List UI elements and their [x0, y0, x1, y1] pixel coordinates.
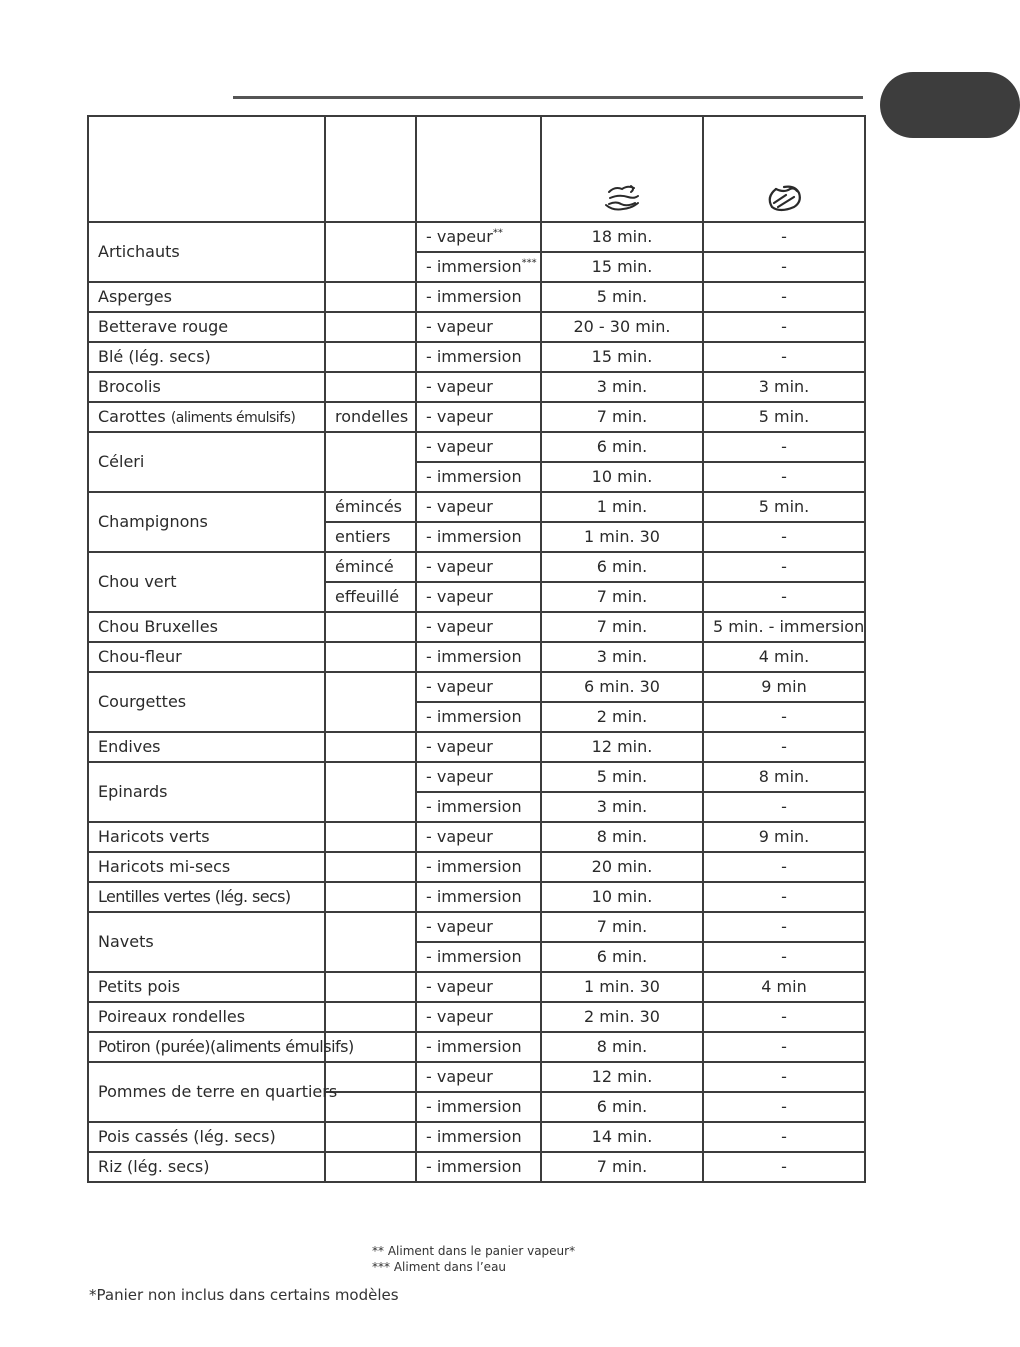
frozen-time-cell: - — [703, 1002, 865, 1032]
fresh-time-cell: 8 min. — [541, 822, 703, 852]
frozen-time-cell: - — [703, 1032, 865, 1062]
frozen-time-cell: - — [703, 1062, 865, 1092]
fresh-time-cell: 5 min. — [541, 282, 703, 312]
method-cell: - immersion — [416, 1152, 541, 1182]
method-cell: - vapeur — [416, 582, 541, 612]
cut-cell — [325, 222, 416, 282]
table-row — [88, 612, 865, 642]
table-row — [88, 402, 865, 432]
method-cell: - vapeur — [416, 672, 541, 702]
method-cell: - vapeur — [416, 1062, 541, 1092]
fresh-time-cell: 8 min. — [541, 1032, 703, 1062]
frozen-time-cell: - — [703, 1122, 865, 1152]
frozen-time-cell: - — [703, 942, 865, 972]
method-cell: - vapeur — [416, 762, 541, 792]
frozen-time-cell: 5 min. — [703, 492, 865, 522]
cooking-times-table — [87, 115, 866, 1183]
cut-cell — [325, 1002, 416, 1032]
table-row — [88, 822, 865, 852]
table-row — [88, 282, 865, 312]
table-row — [88, 1032, 865, 1062]
method-cell: - immersion — [416, 792, 541, 822]
method-cell: - immersion — [416, 1092, 541, 1122]
fresh-time-cell: 10 min. — [541, 462, 703, 492]
fresh-time-cell: 20 - 30 min. — [541, 312, 703, 342]
frozen-time-cell: - — [703, 552, 865, 582]
method-cell: - immersion — [416, 852, 541, 882]
frozen-time-cell: - — [703, 432, 865, 462]
table-row — [88, 1122, 865, 1152]
fresh-time-cell: 7 min. — [541, 612, 703, 642]
frozen-time-cell: 5 min. — [703, 402, 865, 432]
table-row — [88, 672, 865, 702]
method-cell: - immersion — [416, 942, 541, 972]
header-rule — [233, 96, 863, 99]
table-footnotes — [372, 1243, 575, 1275]
food-cell: Navets — [88, 912, 325, 972]
food-cell: Lentilles vertes (lég. secs) — [88, 882, 325, 912]
method-cell: - vapeur — [416, 972, 541, 1002]
cut-cell — [325, 1152, 416, 1182]
method-cell: - immersion — [416, 1032, 541, 1062]
food-cell: Brocolis — [88, 372, 325, 402]
frozen-time-cell: - — [703, 1152, 865, 1182]
cut-cell — [325, 312, 416, 342]
food-cell: Blé (lég. secs) — [88, 342, 325, 372]
header-cell-food — [88, 116, 325, 222]
fresh-time-cell: 1 min. 30 — [541, 522, 703, 552]
fresh-time-cell: 12 min. — [541, 732, 703, 762]
frozen-time-cell: 9 min. — [703, 822, 865, 852]
cut-cell — [325, 732, 416, 762]
fresh-time-cell: 6 min. — [541, 1092, 703, 1122]
cut-cell — [325, 822, 416, 852]
method-cell: - immersion*** — [416, 252, 541, 282]
food-cell: Pois cassés (lég. secs) — [88, 1122, 325, 1152]
food-cell: Asperges — [88, 282, 325, 312]
cut-cell: entiers — [325, 522, 416, 552]
table-row — [88, 492, 865, 522]
fresh-time-cell: 2 min. 30 — [541, 1002, 703, 1032]
table-row — [88, 432, 865, 462]
food-cell: Haricots mi-secs — [88, 852, 325, 882]
fresh-time-cell: 6 min. — [541, 942, 703, 972]
frozen-time-cell: - — [703, 792, 865, 822]
cut-cell — [325, 672, 416, 732]
food-cell: Potiron (purée)(aliments émulsifs) — [88, 1032, 325, 1062]
table-row — [88, 732, 865, 762]
table-row — [88, 912, 865, 942]
header-cell-method — [416, 116, 541, 222]
food-cell: Riz (lég. secs) — [88, 1152, 325, 1182]
cut-cell: émincés — [325, 492, 416, 522]
method-cell: - vapeur — [416, 912, 541, 942]
fresh-time-cell: 15 min. — [541, 252, 703, 282]
fresh-time-cell: 14 min. — [541, 1122, 703, 1152]
food-cell: Petits pois — [88, 972, 325, 1002]
method-cell: - vapeur — [416, 372, 541, 402]
cut-cell — [325, 1062, 416, 1092]
method-cell: - immersion — [416, 462, 541, 492]
table-row — [88, 222, 865, 252]
method-cell: - immersion — [416, 642, 541, 672]
method-cell: - vapeur — [416, 312, 541, 342]
fresh-time-cell: 10 min. — [541, 882, 703, 912]
header-cell-fresh — [541, 116, 703, 222]
cut-cell — [325, 282, 416, 312]
frozen-vegetables-icon — [764, 183, 804, 213]
fresh-time-cell: 6 min. 30 — [541, 672, 703, 702]
fresh-time-cell: 1 min. 30 — [541, 972, 703, 1002]
fresh-time-cell: 20 min. — [541, 852, 703, 882]
frozen-time-cell: - — [703, 852, 865, 882]
table-row — [88, 372, 865, 402]
frozen-time-cell: - — [703, 282, 865, 312]
cut-cell — [325, 762, 416, 822]
frozen-time-cell: - — [703, 702, 865, 732]
frozen-time-cell: - — [703, 582, 865, 612]
method-cell: - vapeur — [416, 432, 541, 462]
food-cell: Betterave rouge — [88, 312, 325, 342]
cut-cell — [325, 612, 416, 642]
food-cell: Chou Bruxelles — [88, 612, 325, 642]
table-row — [88, 1002, 865, 1032]
fresh-time-cell: 12 min. — [541, 1062, 703, 1092]
frozen-time-cell: - — [703, 252, 865, 282]
fresh-time-cell: 3 min. — [541, 642, 703, 672]
fresh-time-cell: 6 min. — [541, 552, 703, 582]
fresh-time-cell: 7 min. — [541, 582, 703, 612]
fresh-time-cell: 6 min. — [541, 432, 703, 462]
frozen-time-cell: - — [703, 522, 865, 552]
page-tab-marker — [880, 72, 1020, 138]
method-cell: - vapeur — [416, 1002, 541, 1032]
method-cell: - vapeur — [416, 732, 541, 762]
frozen-time-cell: 4 min. — [703, 642, 865, 672]
method-cell: - vapeur — [416, 822, 541, 852]
food-cell: Carottes (aliments émulsifs) — [88, 402, 325, 432]
method-cell: - immersion — [416, 882, 541, 912]
frozen-time-cell: 4 min — [703, 972, 865, 1002]
method-cell: - vapeur** — [416, 222, 541, 252]
fresh-time-cell: 7 min. — [541, 912, 703, 942]
cut-cell — [325, 972, 416, 1002]
cut-cell — [325, 432, 416, 492]
frozen-time-cell: 3 min. — [703, 372, 865, 402]
fresh-time-cell: 3 min. — [541, 792, 703, 822]
table-row — [88, 852, 865, 882]
frozen-time-cell: 5 min. - immersion — [703, 612, 865, 642]
cut-cell — [325, 1092, 416, 1122]
food-cell: Pommes de terre en quartiers — [88, 1062, 325, 1122]
method-cell: - immersion — [416, 1122, 541, 1152]
food-cell: Chou-fleur — [88, 642, 325, 672]
footnote-basket: ** Aliment dans le panier vapeur* — [372, 1244, 576, 1258]
table-row — [88, 762, 865, 792]
cut-cell — [325, 342, 416, 372]
cut-cell — [325, 642, 416, 672]
food-cell: Chou vert — [88, 552, 325, 612]
fresh-time-cell: 2 min. — [541, 702, 703, 732]
frozen-time-cell: - — [703, 222, 865, 252]
frozen-time-cell: - — [703, 462, 865, 492]
fresh-time-cell: 5 min. — [541, 762, 703, 792]
fresh-time-cell: 3 min. — [541, 372, 703, 402]
fresh-time-cell: 18 min. — [541, 222, 703, 252]
food-cell: Céleri — [88, 432, 325, 492]
cut-cell: effeuillé — [325, 582, 416, 612]
method-cell: - immersion — [416, 282, 541, 312]
food-cell: Haricots verts — [88, 822, 325, 852]
cut-cell — [325, 912, 416, 972]
frozen-time-cell: - — [703, 312, 865, 342]
table-row — [88, 882, 865, 912]
footnote-water: *** Aliment dans l’eau — [372, 1260, 507, 1274]
fresh-time-cell: 7 min. — [541, 1152, 703, 1182]
header-cell-frozen — [703, 116, 865, 222]
cut-cell: émincé — [325, 552, 416, 582]
table-row — [88, 312, 865, 342]
cut-cell — [325, 372, 416, 402]
footnote-basket-note: *Panier non inclus dans certains modèles — [89, 1286, 399, 1304]
steam-vegetables-icon — [601, 183, 643, 213]
table-row — [88, 642, 865, 672]
table-row — [88, 1152, 865, 1182]
fresh-time-cell: 15 min. — [541, 342, 703, 372]
cut-cell: rondelles — [325, 402, 416, 432]
method-cell: - vapeur — [416, 552, 541, 582]
frozen-time-cell: - — [703, 732, 865, 762]
fresh-time-cell: 7 min. — [541, 402, 703, 432]
method-cell: - immersion — [416, 342, 541, 372]
table-header-row — [88, 116, 865, 222]
frozen-time-cell: - — [703, 342, 865, 372]
frozen-time-cell: 8 min. — [703, 762, 865, 792]
table-row — [88, 972, 865, 1002]
method-cell: - vapeur — [416, 612, 541, 642]
food-cell: Champignons — [88, 492, 325, 552]
frozen-time-cell: 9 min — [703, 672, 865, 702]
frozen-time-cell: - — [703, 882, 865, 912]
table-row — [88, 342, 865, 372]
header-cell-cut — [325, 116, 416, 222]
frozen-time-cell: - — [703, 1092, 865, 1122]
frozen-time-cell: - — [703, 912, 865, 942]
food-cell: Epinards — [88, 762, 325, 822]
fresh-time-cell: 1 min. — [541, 492, 703, 522]
table-row — [88, 552, 865, 582]
food-cell: Artichauts — [88, 222, 325, 282]
cut-cell — [325, 1122, 416, 1152]
method-cell: - immersion — [416, 522, 541, 552]
food-cell: Poireaux rondelles — [88, 1002, 325, 1032]
cut-cell — [325, 882, 416, 912]
method-cell: - immersion — [416, 702, 541, 732]
table-row — [88, 1062, 865, 1092]
method-cell: - vapeur — [416, 492, 541, 522]
food-cell: Courgettes — [88, 672, 325, 732]
food-cell: Endives — [88, 732, 325, 762]
method-cell: - vapeur — [416, 402, 541, 432]
cut-cell — [325, 852, 416, 882]
